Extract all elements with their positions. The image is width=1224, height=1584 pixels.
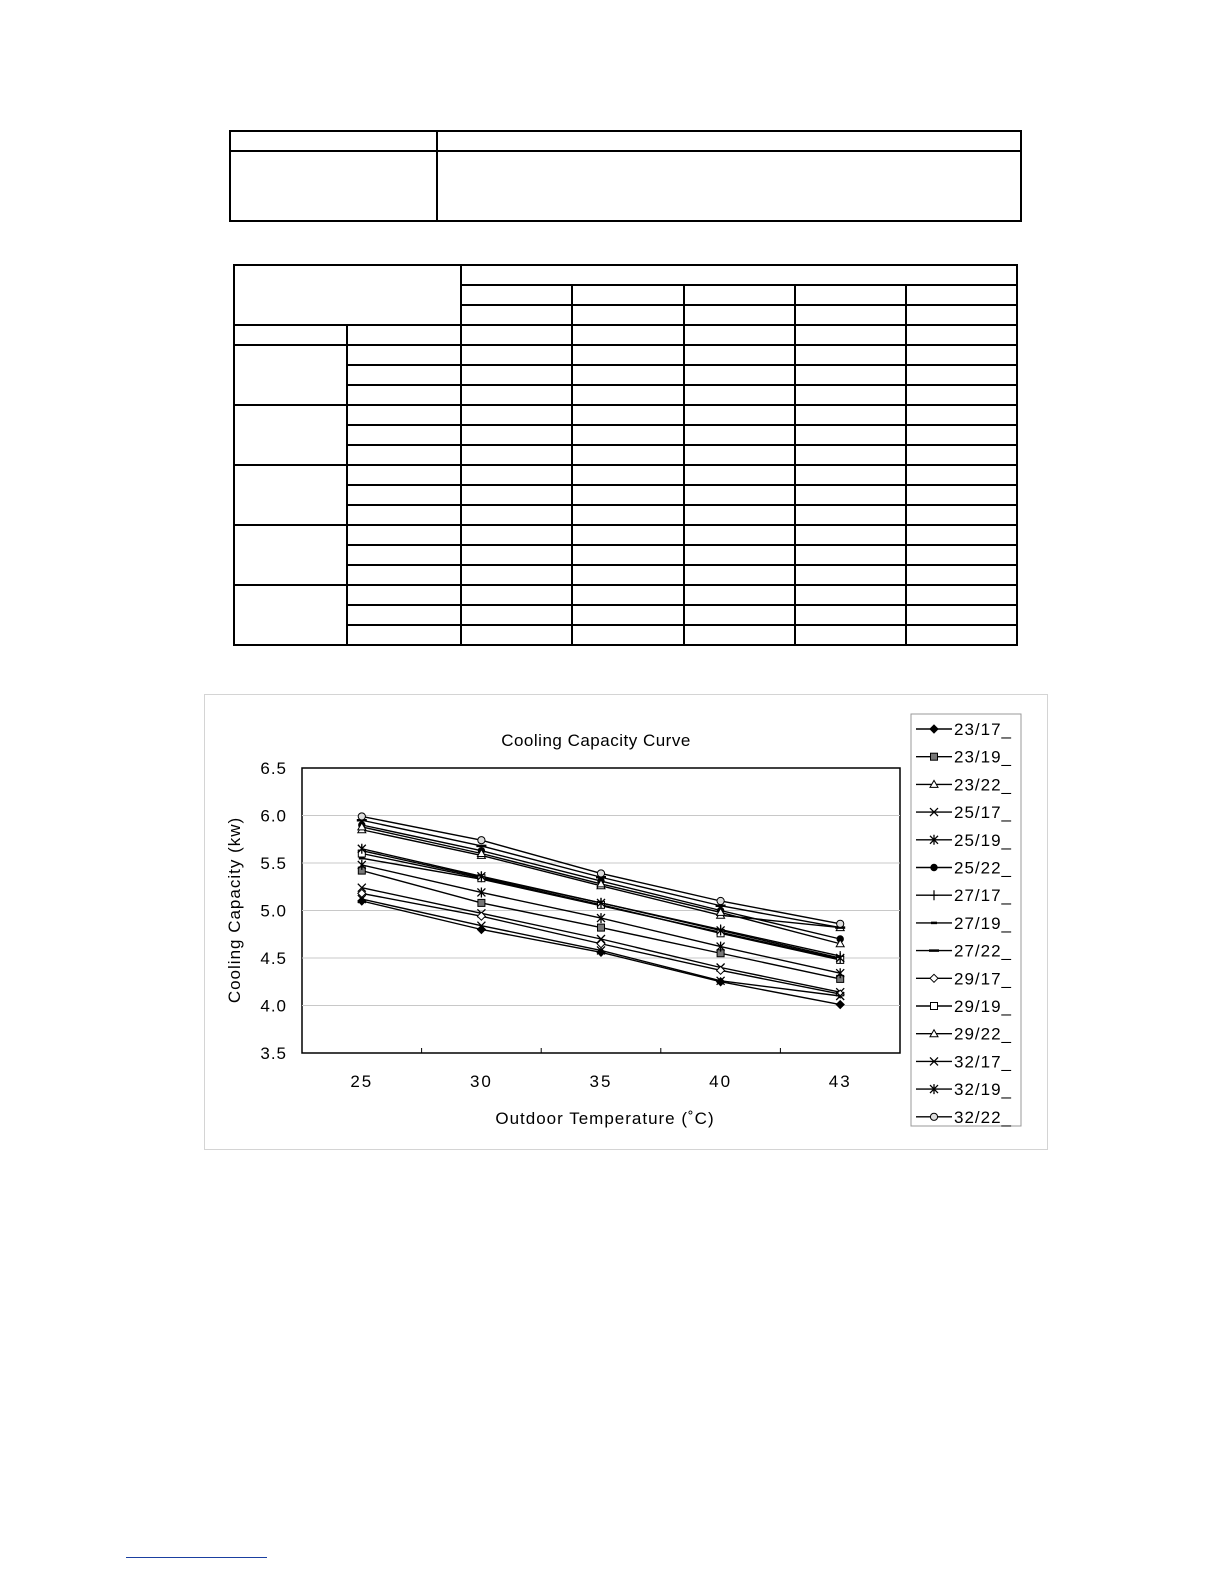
table-row <box>234 445 1017 465</box>
legend-marker <box>931 753 938 760</box>
legend-label: 29/22_ <box>954 1024 1012 1044</box>
data-point <box>478 837 485 844</box>
data-point <box>597 870 604 877</box>
table-row <box>234 385 1017 405</box>
x-tick-label: 30 <box>469 1072 493 1091</box>
table-header-cell <box>461 265 1017 285</box>
legend-marker <box>931 864 937 870</box>
y-tick-label: 3.5 <box>260 1044 287 1063</box>
y-axis-label: Cooling Capacity (kw) <box>225 816 244 1004</box>
legend-label: 25/22_ <box>954 858 1012 878</box>
table-cell <box>437 131 1021 151</box>
legend-label: 32/17_ <box>954 1052 1012 1072</box>
table-row <box>234 465 1017 485</box>
x-axis-label: Outdoor Temperature (˚C) <box>495 1109 715 1128</box>
table-row <box>234 505 1017 525</box>
chart-title: Cooling Capacity Curve <box>501 731 691 750</box>
table-cell <box>230 151 437 221</box>
data-point <box>598 924 605 931</box>
legend-label: 23/17_ <box>954 720 1012 739</box>
legend-label: 23/22_ <box>954 775 1012 795</box>
table-row <box>234 485 1017 505</box>
x-axis-ticks <box>350 1048 851 1091</box>
capacity-table <box>233 264 1018 646</box>
table-row <box>234 345 1017 365</box>
x-tick-label: 40 <box>709 1072 733 1091</box>
legend-label: 25/17_ <box>954 803 1012 823</box>
table-cell <box>230 131 437 151</box>
table-row <box>234 545 1017 565</box>
table-row <box>234 365 1017 385</box>
legend-marker <box>930 1113 937 1120</box>
data-point <box>717 897 724 904</box>
table-row <box>234 625 1017 645</box>
spec-table <box>229 130 1022 222</box>
legend-label: 23/19_ <box>954 747 1012 767</box>
data-point <box>837 920 844 927</box>
legend-label: 27/22_ <box>954 941 1012 961</box>
legend-marker <box>931 1003 938 1010</box>
data-point <box>358 813 365 820</box>
table-cell <box>437 151 1021 221</box>
table-row <box>234 325 1017 345</box>
table-row <box>234 405 1017 425</box>
legend-label: 32/22_ <box>954 1107 1012 1127</box>
table-row <box>234 605 1017 625</box>
x-tick-label: 35 <box>589 1072 613 1091</box>
legend-label: 27/19_ <box>954 913 1012 933</box>
y-tick-label: 4.5 <box>260 949 287 968</box>
y-axis-ticks <box>260 759 287 1063</box>
table-header-cell <box>234 265 461 325</box>
table-row <box>234 425 1017 445</box>
data-point <box>478 899 485 906</box>
legend-label: 27/17_ <box>954 886 1012 906</box>
y-tick-label: 6.5 <box>260 759 287 778</box>
x-tick-label: 43 <box>828 1072 852 1091</box>
y-tick-label: 4.0 <box>260 996 287 1016</box>
y-tick-label: 5.5 <box>260 854 287 873</box>
cooling-capacity-chart <box>205 695 1047 1149</box>
legend-label: 29/17_ <box>954 969 1012 989</box>
legend-label: 32/19_ <box>954 1080 1012 1100</box>
table-row <box>234 565 1017 585</box>
x-tick-label: 25 <box>350 1072 374 1091</box>
table-row <box>234 585 1017 605</box>
footer-underline <box>126 1557 267 1558</box>
y-tick-label: 6.0 <box>260 806 287 826</box>
table-row <box>234 525 1017 545</box>
legend-label: 29/19_ <box>954 997 1012 1016</box>
y-tick-label: 5.0 <box>260 901 287 921</box>
chart-container <box>204 694 1048 1150</box>
legend-label: 25/19_ <box>954 830 1012 850</box>
